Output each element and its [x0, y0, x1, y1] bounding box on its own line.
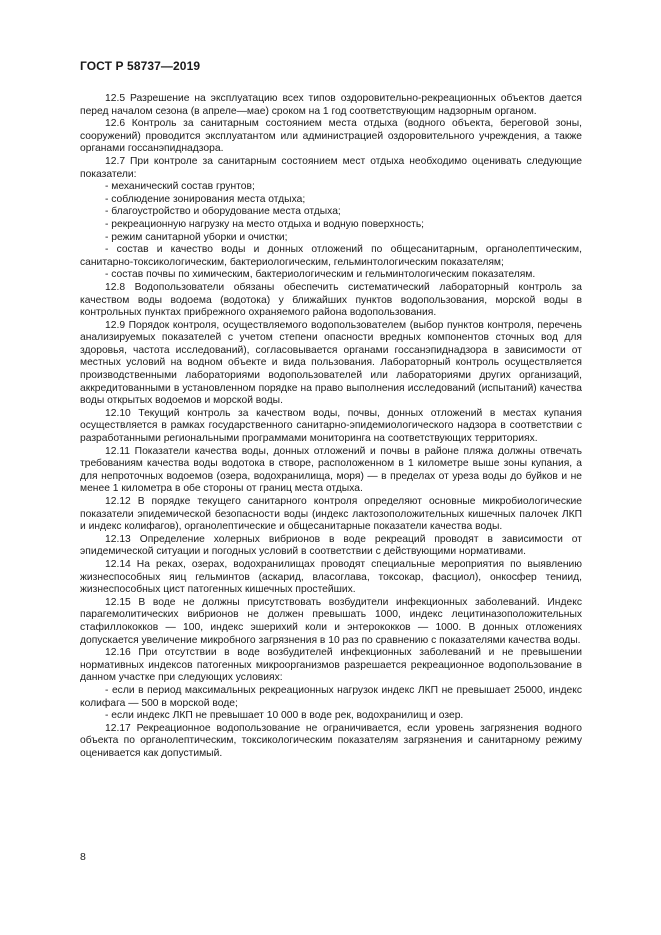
paragraph-12-13: 12.13 Определение холерных вибрионов в воде рекреаций проводят в зависимости от эпидемической ситуации и погодных условий в соответствии с действующими нормативами.: [80, 533, 582, 558]
list-item: - соблюдение зонирования места отдыха;: [105, 193, 306, 205]
paragraph-12-5: 12.5 Разрешение на эксплуатацию всех типов оздоровительно-рекреационных объектов дается перед началом сезона (в апреле—мае) сроком на 1 год соответствующим надзорным органом.: [80, 93, 582, 117]
list-item: - если в период максимальных рекреационных нагрузок индекс ЛКП не превышает 25000, индекс колифага — 500 в морской воде;: [80, 684, 582, 709]
paragraph-12-7: 12.7 При контроле за санитарным состоянием мест отдыха необходимо оценивать следующие показатели:: [80, 155, 582, 180]
document-body: [80, 93, 582, 760]
list-item: - состав почвы по химическим, бактериологическим и гельминтологическим показателям.: [105, 269, 536, 281]
list-item: - рекреационную нагрузку на место отдыха и водную поверхность;: [105, 218, 425, 230]
page-number: 8: [80, 851, 86, 863]
paragraph-12-17: 12.17 Рекреационное водопользование не ограничивается, если уровень загрязнения водного объекта по органолептическим, токсикологическим показателям загрязнения и санитарному режиму оценивается как допустимый.: [80, 722, 582, 759]
list-item: - состав и качество воды и донных отложений по общесанитарным, органолептическим, санитарно-токсикологическим, бактериологическим, гельминтологическим показателям;: [80, 244, 582, 268]
document-header: ГОСТ Р 58737—2019: [80, 59, 201, 73]
paragraph-12-8: 12.8 Водопользователи обязаны обеспечить систематический лабораторный контроль за качеством воды водоема (водотока) у ближайших пунктов водопользования, морской воды в контрольных пунктах прибрежного охраняемого района водопользования.: [80, 281, 582, 319]
paragraph-12-6: 12.6 Контроль за санитарным состоянием места отдыха (водного объекта, береговой зоны, сооружений) проводится эксплуатантом или администрацией оздоровительного учреждения, а также органами госсанэпиднадзора.: [80, 118, 582, 155]
paragraph-12-15: 12.15 В воде не должны присутствовать возбудители инфекционных заболеваний. Индекс парагемолитических вибрионов не должен превышать 1000, индекс лецитиназоположительных стафиллококков — 100, индекс эшерихий коли и энтерококков — 1000. В донных отложениях допускается увеличение микробного загрязнения в 10 раз по сравнению с показателями качества воды.: [80, 596, 582, 646]
paragraph-12-10: 12.10 Текущий контроль за качеством воды, почвы, донных отложений в местах купания осуществляется в рамках государственного санитарно-эпидемиологического надзора в соответствии с разработанными региональными программами мониторинга на соответствующих территориях.: [80, 407, 582, 445]
list-item: - если индекс ЛКП не превышает 10 000 в воде рек, водохранилищ и озер.: [105, 710, 464, 722]
paragraph-12-14: 12.14 На реках, озерах, водохранилищах проводят специальные мероприятия по выявлению жизнеспособных яиц гельминтов (аскарид, власоглава, токсокар, фасциол), онкосфер тениид, жизнеспособных цист патогенных кишечных простейших.: [80, 558, 582, 596]
paragraph-12-12: 12.12 В порядке текущего санитарного контроля определяют основные микробиологические показатели эпидемической безопасности воды (индекс лактозоположительных кишечных палочек ЛКП и индекс колифагов), органолептические и общесанитарные показатели качества воды.: [80, 496, 582, 533]
paragraph-12-16: 12.16 При отсутствии в воде возбудителей инфекционных заболеваний и не превышении нормативных индексов патогенных микроорганизмов разрешается рекреационное водопользование в данном участке при следующих условиях:: [80, 647, 582, 684]
paragraph-12-11: 12.11 Показатели качества воды, донных отложений и почвы в районе пляжа должны отвечать требованиям качества воды водотока в створе, расположенном в 1 километре выше зоны купания, а для непроточных водоемов (озера, водохранилища, моря) — в пределах от уреза воды до буйков и не менее 1 километра в обе стороны от границ места отдыха.: [80, 445, 582, 495]
list-item: - режим санитарной уборки и очистки;: [105, 231, 288, 243]
list-item: - механический состав грунтов;: [105, 181, 255, 193]
list-item: - благоустройство и оборудование места отдыха;: [105, 206, 341, 218]
paragraph-12-9: 12.9 Порядок контроля, осуществляемого водопользователем (выбор пунктов контроля, перечень анализируемых показателей с учетом степени опасности вредных компонентов сточных вод для здоровья, частота исследований), согласовывается органами госсанэпиднадзора в зависимости от местных условий на водном объекте и вида пользования. Лабораторный контроль осуществляется производственными лабораториями водопользователей или лабораториями других организаций, аккредитованными в установленном порядке на право выполнения исследований (испытаний) качества воды открытых водоемов и морской воды.: [80, 319, 582, 407]
